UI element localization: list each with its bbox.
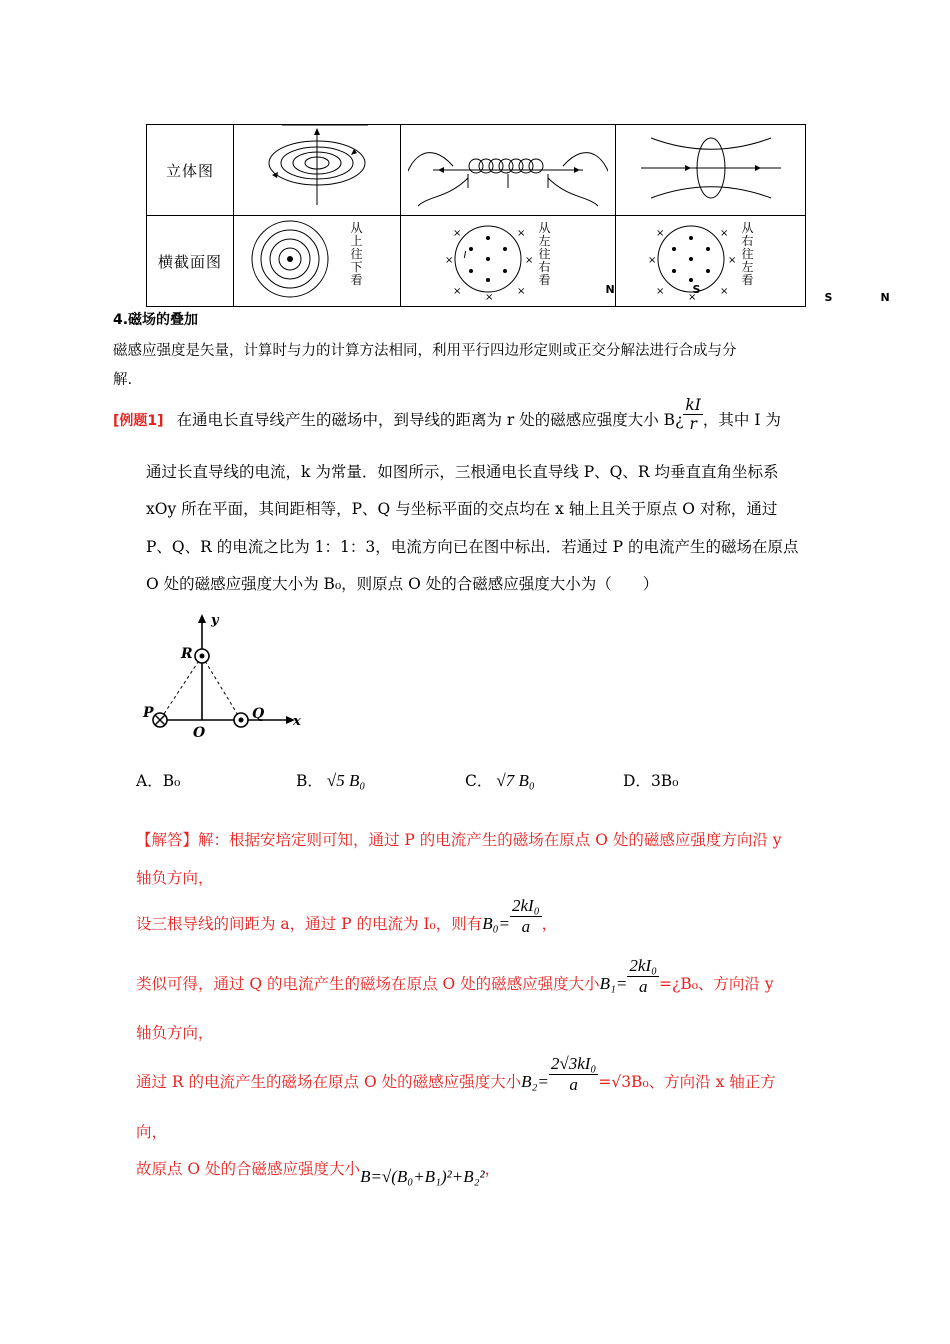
wire-r-label: R <box>181 646 193 662</box>
section-heading: 4.磁场的叠加 <box>113 312 199 328</box>
svg-text:×: × <box>453 228 462 239</box>
row-label-3d: 立体图 <box>147 125 234 216</box>
total-b-formula: B=√(B₀+B₁)²+B₂² <box>360 1167 485 1186</box>
kI-over-r-fraction: $\frac{kI}{r}$ <box>685 395 701 433</box>
wire-q-label: Q <box>252 706 265 722</box>
svg-text:×: × <box>445 255 454 266</box>
answer-line3: 设三根导线的间距为 a，通过 P 的电流为 I₀，则有B₀= $\frac{\text{2kI₀}}{a}$ ， <box>136 895 558 936</box>
b2-fraction: $\frac{\text{2√3kI₀}}{a}$ <box>550 1053 597 1094</box>
answer-line6: 通过 R 的电流产生的磁场在原点 O 处的磁感应强度大小B₂= $\frac{\text{2√3kI₀}}{a}$ =√3B₀、方向沿 x 轴正方 <box>136 1053 776 1094</box>
option-a[interactable]: A．B₀ <box>136 772 181 790</box>
current-label: I <box>463 249 467 261</box>
example-stem-1b: ，其中 I 为 <box>702 411 781 429</box>
svg-text:×: × <box>719 286 728 297</box>
row-label-cross-section: 横截面图 <box>147 216 234 307</box>
wire-p-label: P <box>143 705 154 721</box>
solenoid-cross-cell <box>401 216 616 307</box>
svg-text:×: × <box>453 286 462 297</box>
wire-cross-cell <box>234 216 401 307</box>
answer-line8: 故原点 O 处的合磁感应强度大小B=√(B₀+B₁)²+B₂²， <box>136 1160 501 1186</box>
svg-text:×: × <box>517 228 526 239</box>
y-axis-label: y <box>211 613 219 628</box>
origin-label: O <box>193 725 206 741</box>
view-label-left-right: 从左往右看 <box>538 221 551 287</box>
svg-text:×: × <box>687 292 696 302</box>
solenoid-n-label: N <box>605 282 615 296</box>
example-stem-line4: P、Q、R 的电流之比为 1：1：3，电流方向已在图中标出．若通过 P 的电流产生的磁场在原点 <box>146 538 799 556</box>
x-axis-label: x <box>293 714 301 729</box>
option-c[interactable]: C． √7 B₀ <box>465 771 535 790</box>
answer-line1: 【解答】解：根据安培定则可知，通过 P 的电流产生的磁场在原点 O 处的磁感应强度方向沿 y <box>136 831 782 849</box>
section-body-line1: 磁感应强度是矢量，计算时与力的计算方法相同，利用平行四边形定则或正交分解法进行合成与分 <box>113 343 737 359</box>
svg-text:×: × <box>655 286 664 297</box>
answer-line5: 轴负方向， <box>136 1024 214 1042</box>
example-stem-1a: 在通电长直导线产生的磁场中，到导线的距离为 r 处的磁感应强度大小 B¿ <box>176 411 684 429</box>
example-stem-line1 <box>113 395 781 433</box>
b1-fraction: $\frac{\text{2kI₀}}{a}$ <box>629 955 658 996</box>
b0-fraction: $\frac{\text{2kI₀}}{a}$ <box>512 895 540 936</box>
loop-cross-figure <box>636 216 746 302</box>
svg-text:×: × <box>517 286 526 297</box>
loop-n-label: N <box>880 290 890 304</box>
svg-text:×: × <box>525 255 534 266</box>
solenoid-cross-figure <box>433 216 543 302</box>
svg-text:×: × <box>655 228 664 239</box>
view-label-right-left: 从右往左看 <box>741 221 754 287</box>
solenoid-3d-figure <box>408 128 608 208</box>
wires-coordinate-diagram <box>140 612 310 742</box>
solenoid-s-label: S <box>692 282 701 296</box>
answer-line4: 类似可得，通过 Q 的电流产生的磁场在原点 O 处的磁感应强度大小B₁= $\frac{\text{2kI₀}}{a}$ =¿B₀、方向沿 y <box>136 955 774 996</box>
magnetic-field-table <box>146 124 890 307</box>
section-body-line2: 解. <box>113 372 133 388</box>
svg-text:×: × <box>719 228 728 239</box>
loop-cross-cell <box>616 216 806 307</box>
straight-wire-cross-figure <box>245 216 335 302</box>
example-stem-line3: xOy 所在平面，其间距相等，P、Q 与坐标平面的交点均在 x 轴上且关于原点 O 对称，通过 <box>146 500 778 518</box>
view-label-top-down: 从上往下看 <box>350 221 363 287</box>
option-d[interactable]: D．3B₀ <box>623 772 679 790</box>
example-stem-line2: 通过长直导线的电流，k 为常量．如图所示，三根通电长直导线 P、Q、R 均垂直直角坐标系 <box>146 463 779 481</box>
svg-text:×: × <box>727 255 736 266</box>
example-stem-line5: O 处的磁感应强度大小为 B₀，则原点 O 处的合磁感应强度大小为（ ） <box>146 575 659 593</box>
example-tag: [例题1] <box>113 413 164 429</box>
answer-line2: 轴负方向， <box>136 869 214 887</box>
current-loop-3d-figure <box>631 128 791 208</box>
svg-text:×: × <box>647 255 656 266</box>
answer-line7: 向， <box>136 1123 168 1141</box>
loop-s-label: S <box>824 290 833 304</box>
straight-wire-3d-figure <box>242 125 392 211</box>
option-b[interactable]: B． √5 B₀ <box>296 771 366 790</box>
svg-text:×: × <box>485 292 494 302</box>
